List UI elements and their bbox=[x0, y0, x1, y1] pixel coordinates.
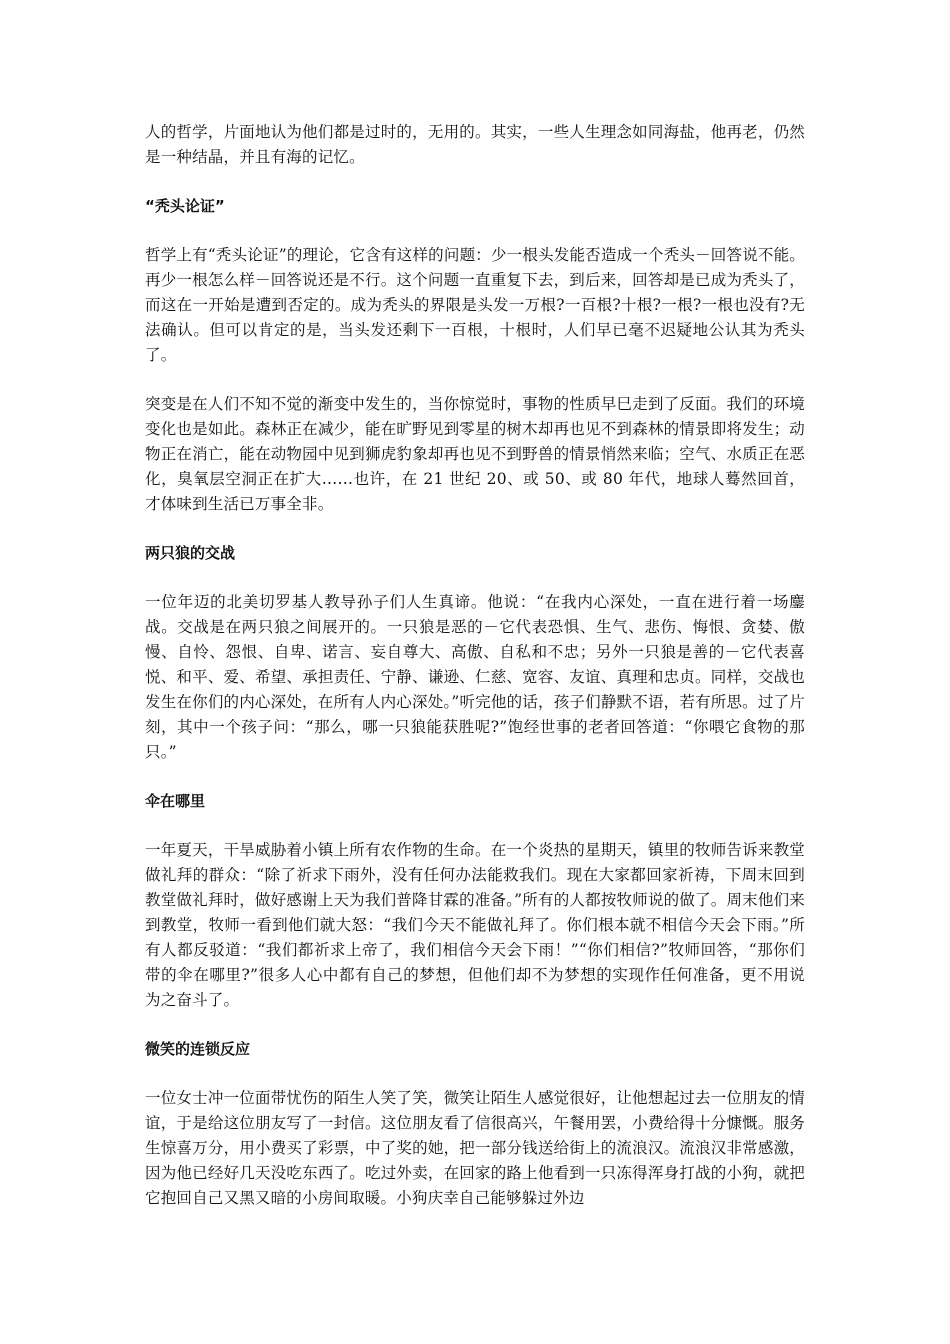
paragraph-smile-chain: 一位女士冲一位面带忧伤的陌生人笑了笑，微笑让陌生人感觉很好，让他想起过去一位朋友的情谊，于是给这位朋友写了一封信。这位朋友看了信很高兴，午餐用罢，小费给得十分慷慨。服务生惊喜万分，用小费买了彩票，中了奖的她，把一部分钱送给街上的流浪汉。流浪汉非常感激，因为他已经好几天没吃东西了。吃过外卖，在回家的路上他看到一只冻得浑身打战的小狗，就把它抱回自己又黑又暗的小房间取暖。小狗庆幸自己能够躲过外边 bbox=[145, 1089, 805, 1207]
paragraph-gradual-change: 突变是在人们不知不觉的渐变中发生的，当你惊觉时，事物的性质早巳走到了反面。我们的环境变化也是如此。森林正在减少，能在旷野见到零星的树木却再也见不到森林的情景即将发生；动物正在消亡，能在动物园中见到狮虎豹象却再也见不到野兽的情景悄然来临；空气、水质正在恶化，臭氧层空洞正在扩大……也许，在 21 世纪 20、或 50、或 80 年代，地球人蓦然回首，才体味到生活已万事全非。 bbox=[145, 395, 805, 513]
document-page bbox=[145, 120, 805, 1211]
paragraph-two-wolves: 一位年迈的北美切罗基人教导孙子们人生真谛。他说：“在我内心深处，一直在进行着一场鏖战。交战是在两只狼之间展开的。一只狼是恶的－它代表恐惧、生气、悲伤、悔恨、贪婪、傲慢、自怜、怨恨、自卑、诺言、妄自尊大、高傲、自私和不忠；另外一只狼是善的－它代表喜悦、和平、爱、希望、承担责任、宁静、谦逊、仁慈、宽容、友谊、真理和忠贞。同样，交战也发生在你们的内心深处，在所有人内心深处。”听完他的话，孩子们静默不语，若有所思。过了片刻，其中一个孩子问：“那么，哪一只狼能获胜呢?”饱经世事的老者回答道：“你喂它食物的那只。” bbox=[145, 593, 805, 761]
section-heading-two-wolves: 两只狼的交战 bbox=[145, 544, 236, 562]
paragraph-bald-argument: 哲学上有“秃头论证”的理论，它含有这样的问题：少一根头发能否造成一个秃头－回答说不能。再少一根怎么样－回答说还是不行。这个问题一直重复下去，到后来，回答却是已成为秃头了，而这在一开始是遭到否定的。成为秃头的界限是头发一万根?一百根?十根?一根?一根也没有?无法确认。但可以肯定的是，当头发还剩下一百根，十根时，人们早已毫不迟疑地公认其为秃头了。 bbox=[145, 246, 805, 364]
section-heading-umbrella: 伞在哪里 bbox=[145, 792, 206, 810]
section-heading-smile-chain: 微笑的连锁反应 bbox=[145, 1040, 251, 1058]
paragraph-intro-end: 人的哲学，片面地认为他们都是过时的，无用的。其实，一些人生理念如同海盐，他再老，仍然是一种结晶，并且有海的记忆。 bbox=[145, 123, 805, 166]
section-heading-bald-argument: “秃头论证” bbox=[145, 197, 225, 215]
paragraph-umbrella: 一年夏天，干旱威胁着小镇上所有农作物的生命。在一个炎热的星期天，镇里的牧师告诉来教堂做礼拜的群众：“除了祈求下雨外，没有任何办法能救我们。现在大家都回家祈祷，下周末回到教堂做礼拜时，做好感谢上天为我们普降甘霖的准备。”所有的人都按牧师说的做了。周末他们来到教堂，牧师一看到他们就大怒：“我们今天不能做礼拜了。你们根本就不相信今天会下雨。”所有人都反驳道：“我们都祈求上帝了，我们相信今天会下雨！”“你们相信?”牧师回答，“那你们带的伞在哪里?”很多人心中都有自己的梦想，但他们却不为梦想的实现作任何准备，更不用说为之奋斗了。 bbox=[145, 841, 805, 1009]
